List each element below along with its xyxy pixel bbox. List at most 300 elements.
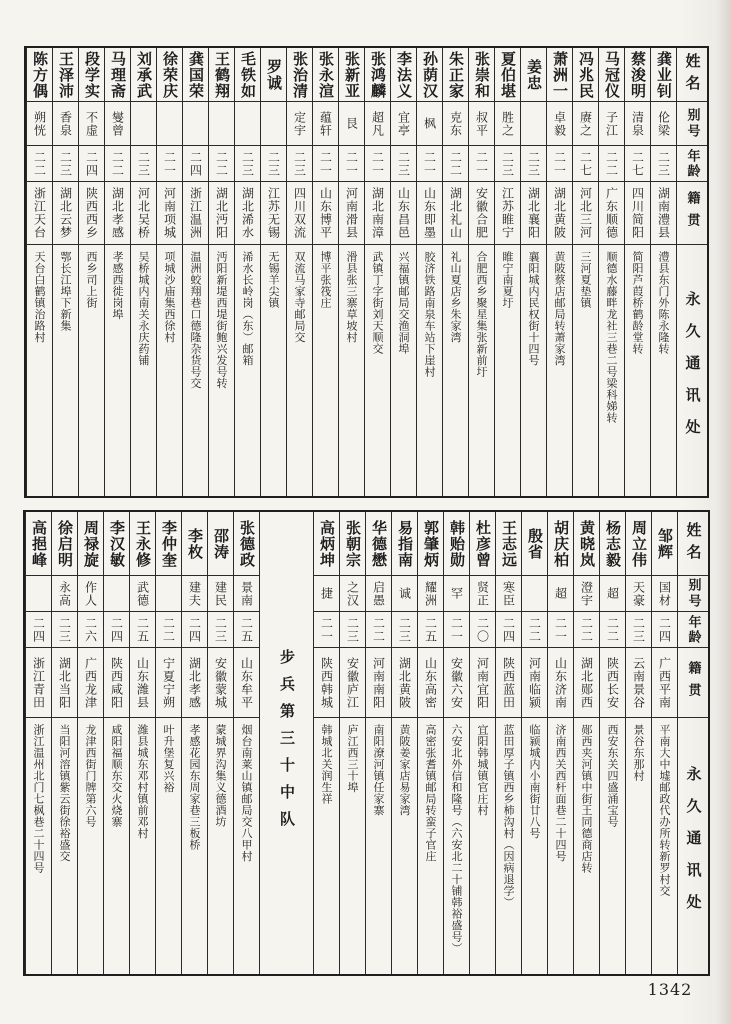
alias-cell: 清泉: [625, 102, 650, 146]
alias-cell: 诚: [392, 576, 417, 612]
age-cell: 二二: [443, 146, 468, 182]
alias-cell: [209, 102, 234, 146]
person-column: [495, 512, 521, 974]
unit-divider-column: [259, 512, 313, 974]
origin-cell: 河南南阳: [366, 648, 391, 718]
address-cell: 浠水长岭岗（东）邮箱: [241, 251, 254, 366]
age-cell: 二一: [157, 146, 182, 182]
origin-cell: 山东牟平: [234, 648, 259, 718]
age-cell: 二三: [131, 146, 156, 182]
alias-cell: 燮曾: [105, 102, 130, 146]
person-column: [494, 48, 520, 496]
origin-cell: 湖北浠水: [235, 182, 260, 245]
name-cell: 易指南: [392, 512, 417, 576]
address-cell: 黄陂蔡店邮局转萧家湾: [553, 251, 566, 366]
name-cell: 夏伯堪: [495, 48, 520, 102]
origin-cell: 江苏睢宁: [495, 182, 520, 245]
person-column: [442, 48, 468, 496]
alias-cell: 武德: [130, 576, 155, 612]
age-cell: 二二: [366, 612, 391, 648]
alias-cell: 艮: [339, 102, 364, 146]
name-cell: 张治清: [287, 48, 312, 102]
age-cell: 二五: [234, 612, 259, 648]
person-column: [103, 512, 129, 974]
name-cell: 张永渲: [313, 48, 338, 102]
age-cell: 二三: [208, 612, 233, 648]
origin-cell: 河南滑县: [339, 182, 364, 245]
person-column: [469, 512, 495, 974]
alias-cell: 胜之: [495, 102, 520, 146]
age-cell: 二二: [209, 146, 234, 182]
person-column: [156, 48, 182, 496]
origin-cell: 陕西西乡: [79, 182, 104, 245]
origin-cell: 湖北沔阳: [209, 182, 234, 245]
origin-cell: 安徽庐江: [340, 648, 365, 718]
origin-cell: 湖北孝感: [182, 648, 207, 718]
roster-table-1: [24, 46, 709, 498]
person-column: [390, 48, 416, 496]
person-column: [104, 48, 130, 496]
alias-cell: [522, 576, 547, 612]
name-cell: 张朝宗: [340, 512, 365, 576]
alias-cell: 之汉: [340, 576, 365, 612]
alias-cell: 建夫: [182, 576, 207, 612]
origin-cell: 安徽六安: [444, 648, 469, 718]
address-cell: 无锡羊尖镇: [267, 251, 280, 309]
address-cell: 双流马家寺邮局交: [293, 251, 306, 343]
address-cell: 临颍城内小南街廿八号: [528, 724, 541, 839]
age-cell: 二五: [130, 612, 155, 648]
origin-cell: 陕西长安: [600, 648, 625, 718]
alias-cell: [131, 102, 156, 146]
name-cell: 陈方偶: [27, 48, 52, 102]
origin-cell: 湖北郧西: [574, 648, 599, 718]
address-cell: 南阳潦河镇任家寨: [372, 724, 385, 816]
address-cell: 当阳河溶镇紫云街徐裕盛交: [58, 724, 71, 862]
person-column: [364, 48, 390, 496]
address-cell: 西乡司上街: [85, 251, 98, 309]
name-cell: 朱正家: [443, 48, 468, 102]
person-column: [260, 48, 286, 496]
origin-cell: 广西龙津: [78, 648, 103, 718]
address-cell: 烟台南莱山镇邮局交八甲村: [240, 724, 253, 862]
age-cell: 二三: [52, 612, 77, 648]
alias-cell: 作人: [78, 576, 103, 612]
origin-cell: 湖北黄陂: [392, 648, 417, 718]
age-cell: 二七: [625, 146, 650, 182]
name-cell: 马理斋: [105, 48, 130, 102]
person-column: [181, 512, 207, 974]
age-cell: 二二: [600, 612, 625, 648]
person-column: [598, 48, 624, 496]
address-cell: 潍县城东邓村镇前邓村: [136, 724, 149, 839]
alias-cell: [183, 102, 208, 146]
address-cell: 三河夏垫镇: [579, 251, 592, 309]
person-column: [599, 512, 625, 974]
alias-cell: 枫: [417, 102, 442, 146]
age-cell: 二三: [626, 612, 651, 648]
address-cell: 沔阳新堤西堤街鲍兴发号转: [215, 251, 228, 389]
address-cell: 胶济铁路南泉车站下崖村: [423, 251, 436, 378]
origin-cell: 陕西韩城: [314, 648, 339, 718]
age-cell: 二一: [365, 146, 390, 182]
name-cell: 罗诚: [261, 48, 286, 102]
alias-cell: 叔平: [469, 102, 494, 146]
origin-cell: 陕西蓝田: [496, 648, 521, 718]
origin-cell: 湖北当阳: [52, 648, 77, 718]
address-cell: 襄阳城内民权街十四号: [527, 251, 540, 366]
address-cell: 庐江西三十埠: [346, 724, 359, 793]
person-column: [78, 48, 104, 496]
person-column: [207, 512, 233, 974]
origin-cell: 广西平南: [652, 648, 677, 718]
age-cell: 二四: [79, 146, 104, 182]
person-column: [573, 512, 599, 974]
name-cell: 杨志毅: [600, 512, 625, 576]
person-column: [625, 512, 651, 974]
age-cell: 二三: [495, 146, 520, 182]
origin-cell: 湖北云梦: [53, 182, 78, 245]
person-column: [416, 48, 442, 496]
age-cell: 二六: [78, 612, 103, 648]
alias-cell: 不虚: [79, 102, 104, 146]
name-header: 姓名: [678, 512, 708, 576]
name-cell: 周禄旋: [78, 512, 103, 576]
address-header: 永久通讯处: [683, 290, 702, 451]
page-number: 1342: [647, 980, 693, 999]
age-cell: 二三: [392, 612, 417, 648]
name-cell: 高挹峰: [26, 512, 51, 576]
origin-cell: 河南项城: [157, 182, 182, 245]
person-column: [26, 48, 52, 496]
age-cell: 二二: [522, 612, 547, 648]
age-cell: 二四: [652, 612, 677, 648]
name-cell: 郭肇炳: [418, 512, 443, 576]
address-cell: 郧西夹河镇中街王同德商店转: [580, 724, 593, 874]
age-cell: 二三: [391, 146, 416, 182]
alias-cell: 蕴轩: [313, 102, 338, 146]
alias-cell: 建民: [208, 576, 233, 612]
alias-cell: 子江: [599, 102, 624, 146]
name-cell: 王鹤翔: [209, 48, 234, 102]
name-cell: 蔡浚明: [625, 48, 650, 102]
name-cell: 龚国荣: [183, 48, 208, 102]
age-cell: 二四: [182, 612, 207, 648]
person-column: [651, 512, 677, 974]
alias-cell: [26, 576, 51, 612]
origin-cell: 浙江温洲: [183, 182, 208, 245]
name-cell: 杜彦曾: [470, 512, 495, 576]
address-cell: 天台白鹤镇治路村: [33, 251, 46, 343]
address-cell: 蓝田厚子镇西乡柿沟村（因病退学）: [502, 724, 515, 908]
origin-cell: 河南宜阳: [470, 648, 495, 718]
address-cell: 顺德水藤畔龙社三巷二号梁科娣转: [605, 251, 618, 424]
origin-cell: 湖北襄阳: [521, 182, 546, 245]
person-column: [312, 48, 338, 496]
age-cell: 二三: [651, 146, 676, 182]
address-cell: 西安东关四盛涌宝号: [606, 724, 619, 828]
person-column: [520, 48, 546, 496]
age-cell: 二二: [27, 146, 52, 182]
alias-cell: 耀洲: [418, 576, 443, 612]
alias-cell: [104, 576, 129, 612]
age-cell: 二一: [417, 146, 442, 182]
name-cell: 张崇和: [469, 48, 494, 102]
person-column: [338, 48, 364, 496]
header-column: [676, 48, 707, 496]
origin-cell: 湖北南漳: [365, 182, 390, 245]
address-cell: 孝感花园东周家巷三板桥: [188, 724, 201, 851]
address-cell: 济南西关西杆面巷二十四号: [554, 724, 567, 862]
name-cell: 周立伟: [626, 512, 651, 576]
origin-cell: 湖北礼山: [443, 182, 468, 245]
origin-cell: 云南景谷: [626, 648, 651, 718]
origin-cell: 湖北孝感: [105, 182, 130, 245]
origin-cell: 四川简阳: [625, 182, 650, 245]
address-cell: 蒙城界沟集义德酒坊: [214, 724, 227, 828]
name-cell: 段学实: [79, 48, 104, 102]
name-cell: 殷省: [522, 512, 547, 576]
address-cell: 简阳芦葭桥鹤龄堂转: [631, 251, 644, 355]
age-cell: 二三: [287, 146, 312, 182]
age-cell: 二二: [156, 612, 181, 648]
person-column: [624, 48, 650, 496]
name-cell: 萧洲一: [547, 48, 572, 102]
address-cell: 鄂长江埠下新集: [59, 251, 72, 332]
person-column: [130, 48, 156, 496]
alias-cell: 超凡: [365, 102, 390, 146]
origin-cell: 河北吴桥: [131, 182, 156, 245]
origin-cell: 广东顺德: [599, 182, 624, 245]
age-cell: 二五: [418, 612, 443, 648]
age-cell: 二一: [444, 612, 469, 648]
alias-cell: [156, 576, 181, 612]
name-cell: 李仲奎: [156, 512, 181, 576]
name-cell: 王泽沛: [53, 48, 78, 102]
name-cell: 华德懋: [366, 512, 391, 576]
alias-cell: 景南: [234, 576, 259, 612]
name-cell: 冯兆民: [573, 48, 598, 102]
age-header: 年龄: [678, 612, 708, 648]
origin-cell: 山东潍县: [130, 648, 155, 718]
age-cell: 二三: [261, 146, 286, 182]
address-cell: 龙津西街门牌第六号: [84, 724, 97, 828]
address-cell: 韩城北关润生祥: [320, 724, 333, 805]
person-column: [365, 512, 391, 974]
name-cell: 胡庆柏: [548, 512, 573, 576]
origin-cell: 河南临颍: [522, 648, 547, 718]
origin-cell: 浙江天台: [27, 182, 52, 245]
age-cell: 二二: [574, 612, 599, 648]
person-column: [339, 512, 365, 974]
name-cell: 徐启明: [52, 512, 77, 576]
age-cell: 二四: [183, 146, 208, 182]
name-cell: 张鸿麟: [365, 48, 390, 102]
alias-cell: 伦梁: [651, 102, 676, 146]
address-cell: 滑县张三寨草坡村: [345, 251, 358, 343]
name-cell: 姜忠: [521, 48, 546, 102]
origin-cell: 山东昌邑: [391, 182, 416, 245]
person-column: [286, 48, 312, 496]
person-column: [313, 512, 339, 974]
origin-cell: 山东即墨: [417, 182, 442, 245]
alias-cell: 定宇: [287, 102, 312, 146]
person-column: [417, 512, 443, 974]
address-cell: 温洲蛟翔巷口德隆杂货号交: [189, 251, 202, 389]
person-column: [391, 512, 417, 974]
person-column: [182, 48, 208, 496]
origin-cell: 山东高密: [418, 648, 443, 718]
alias-cell: 克东: [443, 102, 468, 146]
name-header: 姓名: [677, 48, 707, 102]
address-cell: 礼山夏店乡朱家湾: [449, 251, 462, 343]
age-cell: 二二: [599, 146, 624, 182]
alias-cell: [235, 102, 260, 146]
age-header: 年龄: [677, 146, 707, 182]
person-column: [25, 512, 51, 974]
alias-cell: 贤正: [470, 576, 495, 612]
unit-label: 步兵第三十中队: [278, 648, 296, 838]
name-cell: 徐荣庆: [157, 48, 182, 102]
name-cell: 龚业钊: [651, 48, 676, 102]
origin-cell: 四川双流: [287, 182, 312, 245]
name-cell: 李枚: [182, 512, 207, 576]
address-cell: 博平张筏庄: [319, 251, 332, 309]
origin-cell: 江苏无锡: [261, 182, 286, 245]
name-cell: 李法义: [391, 48, 416, 102]
name-cell: 李汉敏: [104, 512, 129, 576]
alias-cell: 启愚: [366, 576, 391, 612]
alias-cell: 寒臣: [496, 576, 521, 612]
age-cell: 二一: [313, 146, 338, 182]
name-cell: 黄晓岚: [574, 512, 599, 576]
age-cell: 二一: [469, 146, 494, 182]
alias-cell: [521, 102, 546, 146]
person-column: [233, 512, 259, 974]
alias-cell: 卓毅: [547, 102, 572, 146]
alias-header: 别号: [678, 576, 708, 612]
alias-cell: 天豪: [626, 576, 651, 612]
age-cell: 二四: [26, 612, 51, 648]
person-column: [52, 48, 78, 496]
address-cell: 孝感西徙岗埠: [111, 251, 124, 320]
header-column: [677, 512, 708, 974]
address-cell: 六安北外信和隆号（六安北二十铺韩裕盛号）: [450, 724, 463, 954]
age-cell: 二三: [235, 146, 260, 182]
address-cell: 高密张耆镇邮局转蛮子官庄: [424, 724, 437, 862]
origin-cell: 陕西咸阳: [104, 648, 129, 718]
age-cell: 二〇: [470, 612, 495, 648]
alias-cell: [157, 102, 182, 146]
origin-cell: 湖南澧县: [651, 182, 676, 245]
person-column: [443, 512, 469, 974]
age-cell: 二三: [521, 146, 546, 182]
age-cell: 二四: [496, 612, 521, 648]
age-cell: 二三: [340, 612, 365, 648]
address-cell: 项城沙庙集西徐村: [163, 251, 176, 343]
person-column: [234, 48, 260, 496]
person-column: [51, 512, 77, 974]
alias-cell: 宜亭: [391, 102, 416, 146]
person-column: [77, 512, 103, 974]
age-cell: 二一: [314, 612, 339, 648]
name-cell: 马冠仪: [599, 48, 624, 102]
person-column: [546, 48, 572, 496]
name-cell: 孙荫汉: [417, 48, 442, 102]
age-cell: 二一: [339, 146, 364, 182]
person-column: [547, 512, 573, 974]
origin-header: 籍贯: [678, 648, 708, 718]
alias-cell: [261, 102, 286, 146]
alias-cell: 超: [548, 576, 573, 612]
person-column: [521, 512, 547, 974]
address-cell: 宜阳韩城镇官庄村: [476, 724, 489, 816]
origin-cell: 山东博平: [313, 182, 338, 245]
alias-cell: 永高: [52, 576, 77, 612]
name-cell: 刘承武: [131, 48, 156, 102]
name-cell: 张新亚: [339, 48, 364, 102]
address-cell: 睢宁南夏圩: [501, 251, 514, 309]
origin-cell: 安徽蒙城: [208, 648, 233, 718]
name-cell: 韩贻勋: [444, 512, 469, 576]
name-cell: 王志远: [496, 512, 521, 576]
person-column: [129, 512, 155, 974]
alias-cell: 国材: [652, 576, 677, 612]
name-cell: 邹辉: [652, 512, 677, 576]
address-cell: 兴福镇邮局交渔洞埠: [397, 251, 410, 355]
address-cell: 叶升堡复兴裕: [162, 724, 175, 793]
alias-cell: 罕: [444, 576, 469, 612]
alias-header: 别号: [677, 102, 707, 146]
address-cell: 咸阳福顺东交火烧寨: [110, 724, 123, 828]
alias-cell: 赓之: [573, 102, 598, 146]
roster-table-2: [23, 510, 710, 976]
name-cell: 王永修: [130, 512, 155, 576]
person-column: [468, 48, 494, 496]
age-cell: 二二: [105, 146, 130, 182]
address-cell: 浙江温州北门七枫巷二十四号: [32, 724, 45, 874]
name-cell: 邵涛: [208, 512, 233, 576]
origin-cell: 山东济南: [548, 648, 573, 718]
origin-cell: 宁夏宁朔: [156, 648, 181, 718]
person-column: [208, 48, 234, 496]
address-cell: 合肥西乡聚星集张新前圩: [475, 251, 488, 378]
address-cell: 吴桥城内南关永庆药铺: [137, 251, 150, 366]
name-cell: 高炳坤: [314, 512, 339, 576]
name-cell: 张德政: [234, 512, 259, 576]
person-column: [650, 48, 676, 496]
age-cell: 二四: [104, 612, 129, 648]
origin-cell: 安徽合肥: [469, 182, 494, 245]
address-header: 永久通讯处: [684, 766, 703, 926]
address-cell: 平南大中墟邮政代办所转新罗村交: [658, 724, 671, 897]
alias-cell: 捷: [314, 576, 339, 612]
address-cell: 澧县东门外陈永隆转: [657, 251, 670, 355]
name-cell: 毛铁如: [235, 48, 260, 102]
age-cell: 二七: [573, 146, 598, 182]
origin-cell: 浙江青田: [26, 648, 51, 718]
alias-cell: 澄宇: [574, 576, 599, 612]
person-column: [155, 512, 181, 974]
address-cell: 景谷东那村: [632, 724, 645, 782]
address-cell: 黄陂姜家店易家湾: [398, 724, 411, 816]
age-cell: 二一: [548, 612, 573, 648]
age-cell: 二三: [53, 146, 78, 182]
alias-cell: 香泉: [53, 102, 78, 146]
age-cell: 二一: [547, 146, 572, 182]
alias-cell: 超: [600, 576, 625, 612]
origin-cell: 湖北黄陂: [547, 182, 572, 245]
